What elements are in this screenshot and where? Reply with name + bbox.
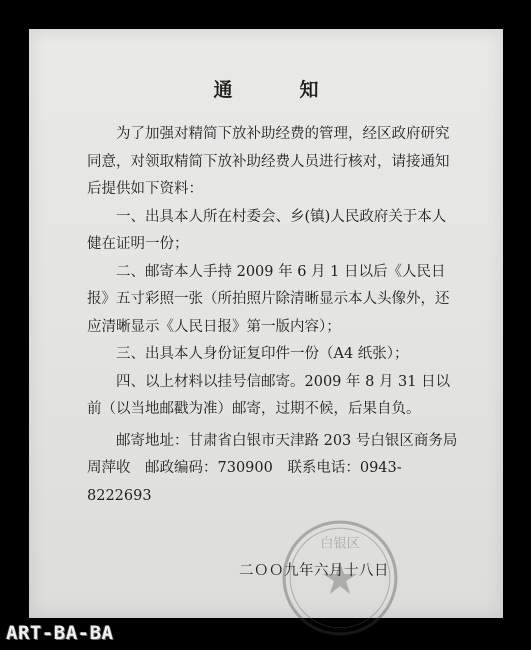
item-1-paragraph: 一、出具本人所在村委会、乡(镇)人民政府关于本人健在证明一份； <box>87 208 447 252</box>
item-3-paragraph: 三、出具本人身份证复印件一份（A4 纸张）； <box>116 346 409 362</box>
item-4-paragraph: 四、以上材料以挂号信邮寄。2009 年 8 月 31 日以前（以当地邮戳为准）邮寄，过期不候，后果自负。 <box>87 373 451 417</box>
item-2-paragraph: 二、邮寄本人手持 2009 年 6 月 1 日以后《人民日报》五寸彩照一张（所拍照片除清晰显示本人头像外，还应清晰显示《人民日报》第一版内容）； <box>87 263 450 335</box>
notice-paper <box>29 29 503 618</box>
mailing-address-paragraph: 邮寄地址：甘肃省白银市天津路 203 号白银区商务局周萍收 邮政编码：730900 联系电话：0943-8222693 <box>87 432 458 504</box>
notice-date: 二ＯＯ九年六月十八日 <box>239 563 389 579</box>
intro-paragraph: 为了加强对精简下放补助经费的管理，经区政府研究同意，对领取精简下放补助经费人员进行核对，请接通知后提供如下资料： <box>87 126 450 197</box>
notice-body <box>87 121 459 510</box>
notice-title: 通 知 <box>213 79 343 101</box>
watermark-logo: ART-BA-BA <box>6 622 114 644</box>
seal-text: 白银区 <box>320 536 360 552</box>
